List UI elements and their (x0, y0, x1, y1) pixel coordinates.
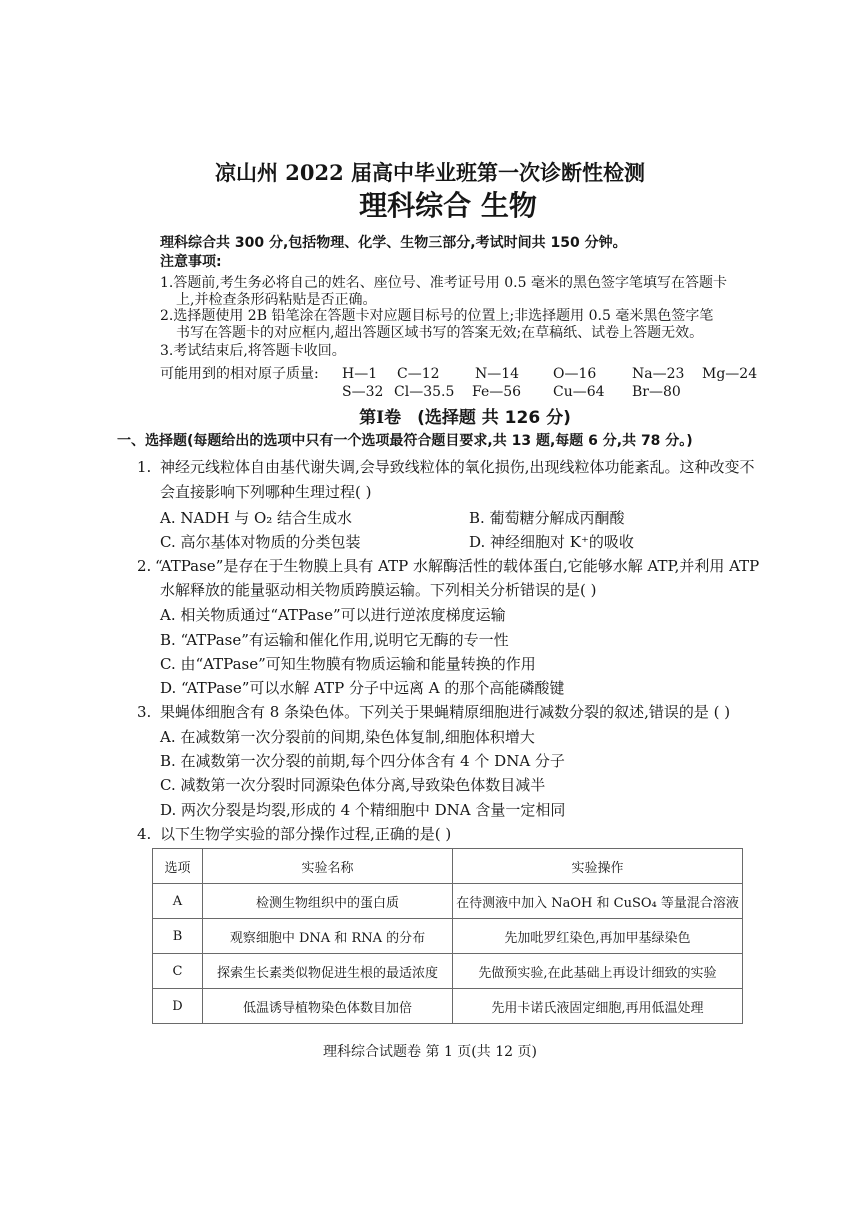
question-number: 1. (137, 458, 152, 476)
atomic-mass-item: S—32 (342, 384, 384, 400)
question-number: 3. (137, 703, 152, 721)
question-option-d: D. 两次分裂是均裂,形成的 4 个精细胞中 DNA 含量一定相同 (160, 801, 566, 819)
atomic-mass-item: Cl—35.5 (394, 384, 455, 400)
table-cell: D (153, 989, 203, 1024)
question-stem: 会直接影响下列哪种生理过程( ) (160, 483, 372, 501)
question-number: 2. (137, 557, 152, 575)
question-stem: 水解释放的能量驱动相关物质跨膜运输。下列相关分析错误的是( ) (160, 581, 597, 599)
table-cell: 检测生物组织中的蛋白质 (203, 884, 453, 919)
table-row (153, 884, 743, 919)
question-option-c: C. 高尔基体对物质的分类包装 (160, 533, 361, 551)
question-option-c: C. 由“ATPase”可知生物膜有物质运输和能量转换的作用 (160, 655, 536, 673)
page-footer: 理科综合试题卷 第 1 页(共 12 页) (323, 1044, 537, 1060)
atomic-mass-item: Fe—56 (472, 384, 522, 400)
question-stem: 神经元线粒体自由基代谢失调,会导致线粒体的氧化损伤,出现线粒体功能紊乱。这种改变不 (160, 458, 755, 476)
note-line: 书写在答题卡的对应框内,超出答题区域书写的答案无效;在草稿纸、试卷上答题无效。 (176, 325, 704, 341)
question-number: 4. (137, 825, 152, 843)
table-row (153, 919, 743, 954)
table-cell: B (153, 919, 203, 954)
question-option-b: B. “ATPase”有运输和催化作用,说明它无酶的专一性 (160, 631, 509, 649)
question-option-a: A. NADH 与 O₂ 结合生成水 (160, 509, 353, 527)
exam-subtitle: 理科综合 生物 (359, 189, 537, 222)
question-stem: 以下生物学实验的部分操作过程,正确的是( ) (160, 825, 452, 843)
atomic-mass-item: N—14 (475, 366, 520, 382)
question-option-d: D. 神经细胞对 K⁺的吸收 (469, 533, 634, 551)
table-cell: A (153, 884, 203, 919)
question-option-a: A. 相关物质通过“ATPase”可以进行逆浓度梯度运输 (160, 606, 506, 624)
section-instructions: 一、选择题(每题给出的选项中只有一个选项最符合题目要求,共 13 题,每题 6 分,共 78 分。) (117, 433, 693, 449)
atomic-mass-item: O—16 (553, 366, 597, 382)
table-cell: 先做预实验,在此基础上再设计细致的实验 (453, 954, 743, 989)
atomic-mass-label: 可能用到的相对原子质量: (160, 366, 319, 382)
atomic-mass-item: Mg—24 (702, 366, 758, 382)
table-header-cell: 选项 (153, 849, 203, 884)
atomic-mass-item: H—1 (342, 366, 378, 382)
question-option-d: D. “ATPase”可以水解 ATP 分子中远离 A 的那个高能磷酸键 (160, 679, 565, 697)
atomic-mass-item: Na—23 (632, 366, 685, 382)
table-cell: 先加吡罗红染色,再加甲基绿染色 (453, 919, 743, 954)
table-header-row (153, 849, 743, 884)
section-heading (0, 407, 860, 429)
table-row (153, 954, 743, 989)
table-cell: C (153, 954, 203, 989)
table-cell: 低温诱导植物染色体数目加倍 (203, 989, 453, 1024)
table-cell: 在待测液中加入 NaOH 和 CuSO₄ 等量混合溶液 (453, 884, 743, 919)
exam-title: 凉山州 2022 届高中毕业班第一次诊断性检测 (214, 160, 646, 185)
note-line: 3.考试结束后,将答题卡收回。 (160, 343, 346, 359)
question-option-c: C. 减数第一次分裂时同源染色体分离,导致染色体数目减半 (160, 776, 546, 794)
section-type: (选择题 共 126 分) (417, 408, 571, 428)
question-stem: 果蝇体细胞含有 8 条染色体。下列关于果蝇精原细胞进行减数分裂的叙述,错误的是 ( ) (160, 703, 731, 721)
exam-summary: 理科综合共 300 分,包括物理、化学、生物三部分,考试时间共 150 分钟。 (160, 235, 627, 251)
question-option-b: B. 在减数第一次分裂的前期,每个四分体含有 4 个 DNA 分子 (160, 752, 565, 770)
notes-heading: 注意事项: (160, 254, 222, 270)
atomic-mass-item: Cu—64 (553, 384, 605, 400)
atomic-mass-item: C—12 (397, 366, 440, 382)
question-option-a: A. 在减数第一次分裂前的间期,染色体复制,细胞体积增大 (160, 728, 535, 746)
atomic-mass-item: Br—80 (632, 384, 681, 400)
table-cell: 探索生长素类似物促进生根的最适浓度 (203, 954, 453, 989)
table-header-cell: 实验操作 (453, 849, 743, 884)
table-row (153, 989, 743, 1024)
note-line: 上,并检查条形码粘贴是否正确。 (176, 292, 377, 308)
question-option-b: B. 葡萄糖分解成丙酮酸 (469, 509, 625, 527)
volume-label: 第Ⅰ卷 (359, 408, 402, 428)
note-line: 2.选择题使用 2B 铅笔涂在答题卡对应题目标号的位置上;非选择题用 0.5 毫米黑色签字笔 (160, 308, 714, 324)
table-header-cell: 实验名称 (203, 849, 453, 884)
note-line: 1.答题前,考生务必将自己的姓名、座位号、准考证号用 0.5 毫米的黑色签字笔填写在答题卡 (160, 275, 727, 291)
table-cell: 先用卡诺氏液固定细胞,再用低温处理 (453, 989, 743, 1024)
table-cell: 观察细胞中 DNA 和 RNA 的分布 (203, 919, 453, 954)
question-stem: “ATPase”是存在于生物膜上具有 ATP 水解酶活性的载体蛋白,它能够水解 ATP,并利用 ATP (155, 557, 760, 575)
experiment-table (152, 848, 743, 1024)
